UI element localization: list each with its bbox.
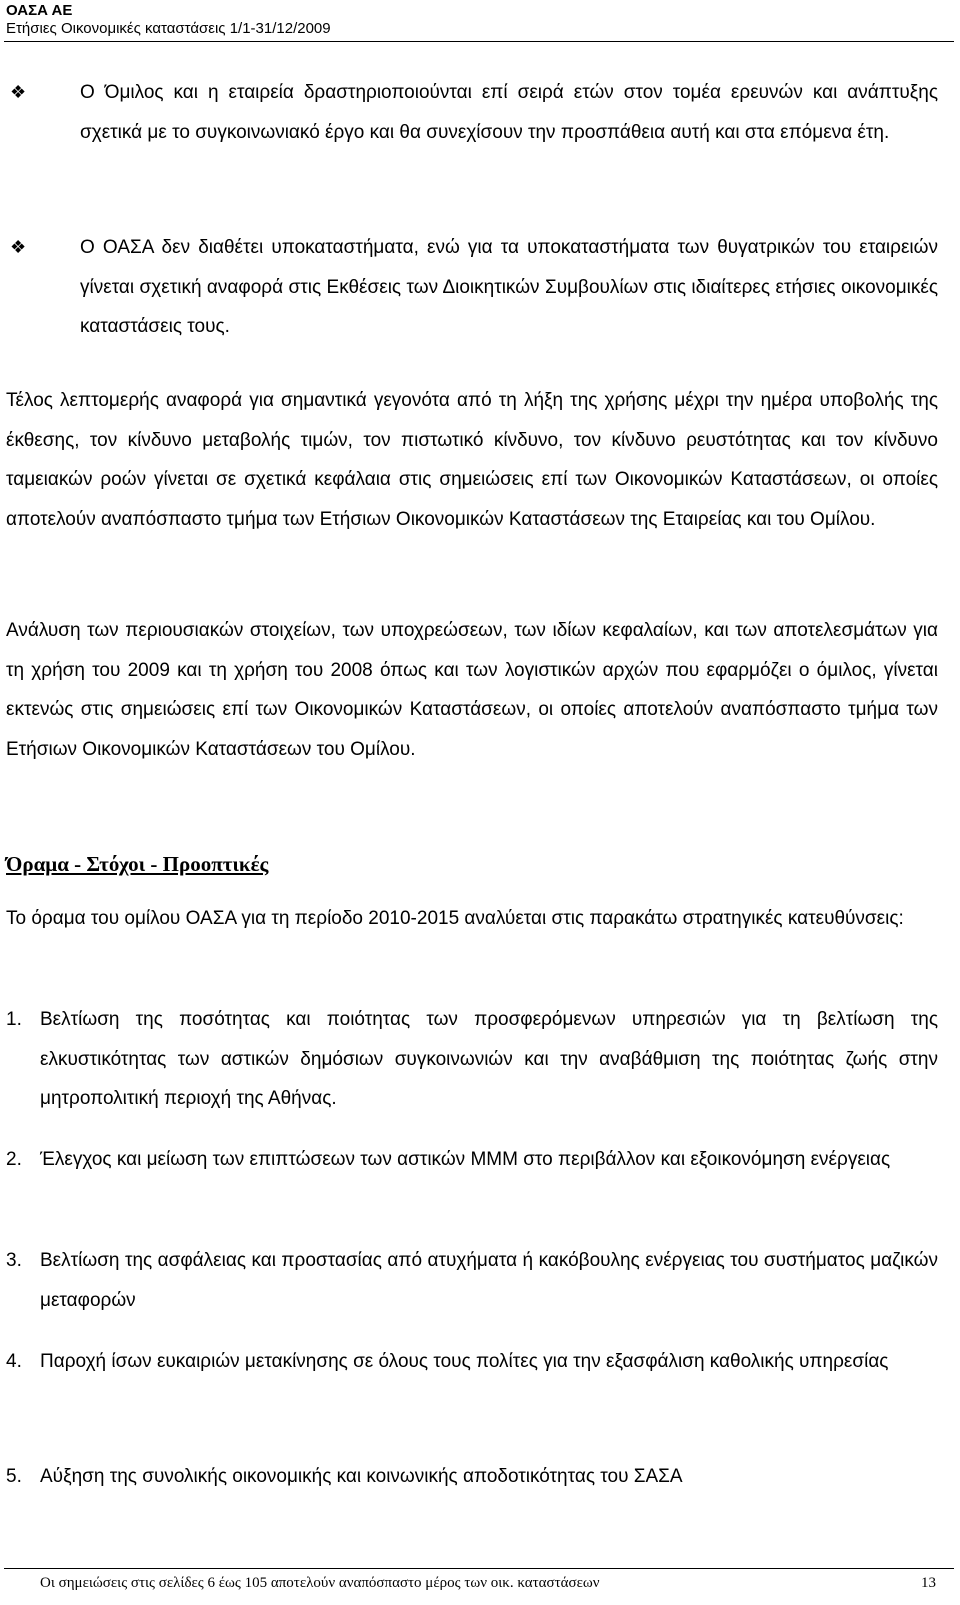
company-name: ΟΑΣΑ ΑΕ	[6, 2, 73, 19]
body-paragraph: Τέλος λεπτομερής αναφορά για σημαντικά γεγονότα από τη λήξη της χρήσης μέχρι την ημέρα υποβολής της έκθεσης, τον κίνδυνο μεταβολής τιμών, τον πιστωτικό κίνδυνο, τον κίνδυνο ρευστότητας και τον κίνδυνο ταμειακών ροών γίνεται σε σχετικά κεφάλαια στις σημειώσεις επί των Οικονομικών Καταστάσεων, οι οποίες αποτελούν αναπόσπαστο τμήμα των Ετήσιων Οικονομικών Καταστάσεων της Εταιρείας και του Ομίλου.	[6, 390, 938, 530]
bullet-paragraph: Ο Όμιλος και η εταιρεία δραστηριοποιούνται επί σειρά ετών στον τομέα ερευνών και ανάπτυξης σχετικά με το συγκοινωνιακό έργο και θα συνεχίσουν την προσπάθεια αυτή και στα επόμενα έτη.	[80, 82, 938, 143]
list-item: Έλεγχος και μείωση των επιπτώσεων των αστικών ΜΜΜ στο περιβάλλον και εξοικονόμηση ενέργειας	[40, 1149, 891, 1170]
footer-divider	[4, 1568, 954, 1569]
list-item: Αύξηση της συνολικής οικονομικής και κοινωνικής αποδοτικότητας του ΣΑΣΑ	[40, 1466, 683, 1487]
list-item: Βελτίωση της ασφάλειας και προστασίας από ατυχήματα ή κακόβουλης ενέργειας του συστήματος μαζικών μεταφορών	[40, 1250, 938, 1311]
list-item-number: 4.	[6, 1351, 22, 1372]
body-paragraph: Ανάλυση των περιουσιακών στοιχείων, των υποχρεώσεων, των ιδίων κεφαλαίων, και των αποτελεσμάτων για τη χρήση του 2009 και τη χρήση του 2008 όπως και των λογιστικών αρχών που εφαρμόζει ο όμιλος, γίνεται εκτενώς στις σημειώσεις επί των Οικονομικών Καταστάσεων, οι οποίες αποτελούν αναπόσπαστο τμήμα των Ετήσιων Οικονομικών Καταστάσεων του Ομίλου.	[6, 620, 938, 760]
list-item-number: 5.	[6, 1466, 22, 1487]
list-item-number: 3.	[6, 1250, 22, 1271]
bullet-paragraph: Ο ΟΑΣΑ δεν διαθέτει υποκαταστήματα, ενώ για τα υποκαταστήματα των θυγατρικών του εταιρειών γίνεται σχετική αναφορά στις Εκθέσεις των Διοικητικών Συμβουλίων στις ιδιαίτερες ετήσιες οικονομικές καταστάσεις τους.	[80, 237, 938, 337]
list-item: Βελτίωση της ποσότητας και ποιότητας των προσφερόμενων υπηρεσιών για τη βελτίωση της ελκυστικότητας των αστικών δημόσιων συγκοινωνιών και την αναβάθμιση της ποιότητας ζωής στην μητροπολιτική περιοχή της Αθήνας.	[40, 1009, 938, 1109]
list-item-number: 1.	[6, 1009, 22, 1030]
diamond-bullet-icon: ❖	[10, 82, 27, 102]
page-header	[6, 2, 954, 38]
list-item-number: 2.	[6, 1149, 22, 1170]
section-intro: Το όραμα του ομίλου ΟΑΣΑ για τη περίοδο 2010-2015 αναλύεται στις παρακάτω στρατηγικές κατευθύνσεις:	[6, 908, 904, 929]
report-subtitle: Ετήσιες Οικονομικές καταστάσεις 1/1-31/12/2009	[6, 20, 331, 37]
header-divider	[4, 41, 954, 42]
diamond-bullet-icon: ❖	[10, 237, 27, 257]
section-heading: Όραμα - Στόχοι - Προοπτικές	[6, 852, 269, 876]
list-item: Παροχή ίσων ευκαιριών μετακίνησης σε όλους τους πολίτες για την εξασφάλιση καθολικής υπηρεσίας	[40, 1351, 889, 1372]
footer-note: Οι σημειώσεις στις σελίδες 6 έως 105 αποτελούν αναπόσπαστο μέρος των οικ. καταστάσεων	[40, 1575, 600, 1591]
page-number: 13	[921, 1575, 936, 1591]
